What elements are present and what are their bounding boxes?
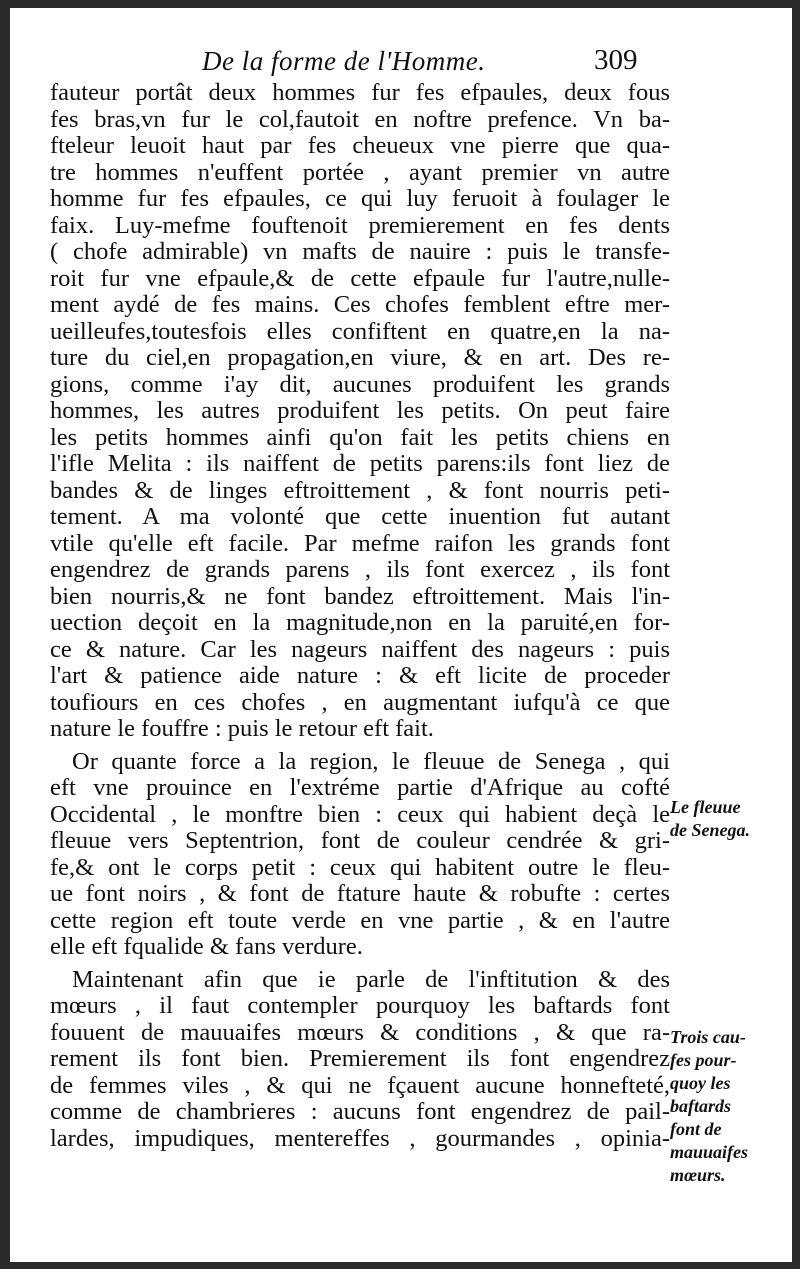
text-line: bandes & de linges eftroittement , & font nourris peti- — [50, 476, 670, 504]
margin-note-senega — [670, 796, 782, 842]
text-line: uection deçoit en la magnitude,non en la paruité,en for- — [50, 609, 670, 636]
text-line: ment aydé de fes mains. Ces chofes femblent eftre mer- — [50, 291, 670, 318]
text-line: fe,& ont le corps petit : ceux qui habitent outre le fleu- — [50, 853, 670, 881]
text-line: engendrez de grands parens , ils font exercez , ils font — [50, 556, 670, 583]
text-line: roit fur vne efpaule,& de cette efpaule fur l'autre,nulle- — [50, 264, 670, 292]
text-line: eft vne prouince en l'extréme partie d'Afrique au cofté — [50, 774, 670, 801]
main-text — [50, 80, 670, 1152]
text-line: nature le fouffre : puis le retour eft fait. — [50, 715, 434, 742]
text-line: tre hommes n'euffent portée , ayant premier vn autre — [50, 158, 670, 186]
text-line: mœurs , il faut contempler pourquoy les baftards font — [50, 992, 670, 1019]
margin-note-line: quoy les — [670, 1073, 731, 1093]
text-line: fes bras,vn fur le col,fautoit en noftre prefence. Vn ba- — [50, 105, 670, 133]
text-line: ueilleufes,toutesfois elles confiftent en quatre,en la na- — [50, 317, 670, 345]
paragraph-3 — [50, 967, 670, 1153]
text-line: bien nourris,& ne font bandez eftroittement. Mais l'in- — [50, 582, 670, 610]
text-line: toufiours en ces chofes , en augmentant iufqu'à ce que — [50, 688, 670, 716]
page-number: 309 — [594, 44, 638, 76]
text-line: fouuent de mauuaifes mœurs & conditions , & que ra- — [50, 1018, 670, 1046]
text-line: fteleur leuoit haut par fes cheueux vne pierre que qua- — [50, 132, 670, 159]
paragraph-2 — [50, 749, 670, 961]
margin-note-line: fes pour- — [670, 1050, 737, 1070]
page-header — [10, 44, 792, 84]
text-line: comme de chambrieres : aucuns font engendrez de pail- — [50, 1098, 670, 1125]
margin-note-line: mauuaifes — [670, 1142, 749, 1162]
text-line: Occidental , le monftre bien : ceux qui habient deçà le — [50, 800, 670, 828]
margin-note-bastards — [670, 1026, 782, 1187]
text-line: fauteur portât deux hommes fur fes efpaules, deux fous — [50, 79, 670, 106]
text-line: l'ifle Melita : ils naiffent de petits parens:ils font liez de — [50, 450, 670, 477]
text-line: rement ils font bien. Premierement ils font engendrez — [50, 1045, 670, 1072]
text-line: cette region eft toute verde en vne partie , & en l'autre — [50, 906, 670, 934]
margin-note-line: Le fleuue — [670, 797, 741, 817]
text-line: hommes, les autres produifent les petits. On peut faire — [50, 397, 670, 424]
running-head: De la forme de l'Homme. — [202, 46, 486, 76]
margin-note-line: Trois cau- — [670, 1027, 746, 1047]
text-line: tement. A ma volonté que cette inuention fut autant — [50, 503, 670, 530]
text-line: faix. Luy-mefme fouftenoit premierement en fes dents — [50, 211, 670, 239]
text-line: Or quante force a la region, le fleuue de Senega , qui — [72, 747, 670, 775]
text-line: fleuue vers Septentrion, font de couleur cendrée & gri- — [50, 827, 670, 854]
book-page — [10, 8, 792, 1262]
text-line: Maintenant afin que ie parle de l'inftitution & des — [72, 965, 670, 993]
text-line: homme fur fes efpaules, ce qui luy feruoit à foulager le — [50, 185, 670, 212]
text-line: ture du ciel,en propagation,en viure, & en art. Des re- — [50, 344, 670, 371]
margin-note-line: baftards — [670, 1096, 732, 1116]
text-line: ( chofe admirable) vn mafts de nauire : puis le transfe- — [50, 238, 670, 265]
text-line: ce & nature. Car les nageurs naiffent des nageurs : puis — [50, 635, 670, 663]
text-line: elle eft fqualide & fans verdure. — [50, 933, 363, 960]
text-line: l'art & patience aide nature : & eft licite de proceder — [50, 662, 670, 689]
text-line: de femmes viles , & qui ne fçauent aucune honnefteté, — [50, 1071, 670, 1099]
text-line: les petits hommes ainfi qu'on fait les petits chiens en — [50, 423, 670, 451]
text-line: lardes, impudiques, mentereffes , gourmandes , opinia- — [50, 1124, 670, 1152]
margin-note-line: mœurs. — [670, 1165, 726, 1185]
paragraph-1 — [50, 80, 670, 743]
text-line: gions, comme i'ay dit, aucunes produifent les grands — [50, 370, 670, 398]
margin-note-line: de Senega. — [670, 820, 750, 840]
margin-note-line: font de — [670, 1119, 722, 1139]
text-line: vtile qu'elle eft facile. Par mefme raifon les grands font — [50, 529, 670, 557]
text-line: ue font noirs , & font de ftature haute & robufte : certes — [50, 880, 670, 907]
